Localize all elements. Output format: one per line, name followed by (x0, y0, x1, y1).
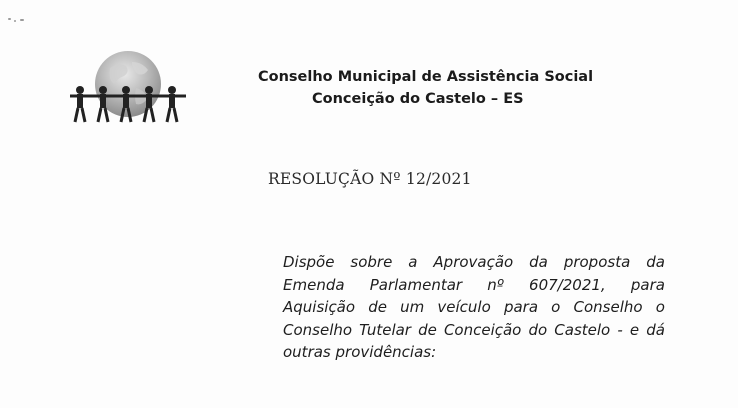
organization-location: Conceição do Castelo – ES (312, 91, 524, 107)
summary-word: de (368, 298, 387, 316)
summary-word: de (418, 320, 437, 339)
summary-word: sobre (350, 253, 393, 271)
summary-line (283, 296, 665, 319)
globe-with-people-icon (66, 46, 190, 130)
summary-word: para (503, 298, 539, 316)
summary-line (283, 319, 665, 342)
summary-word: o (655, 298, 665, 316)
summary-word: da (529, 253, 548, 271)
summary-word: da (646, 253, 665, 271)
summary-word: Tutelar (359, 320, 411, 339)
resolution-summary (283, 251, 665, 364)
summary-word: Conceição (443, 320, 522, 339)
summary-word: e (629, 320, 640, 339)
summary-line (283, 341, 665, 364)
summary-line (283, 274, 665, 297)
summary-word: proposta (563, 253, 631, 271)
summary-word: o (551, 298, 561, 316)
summary-word: dá (646, 320, 665, 339)
summary-word: Parlamentar (369, 275, 463, 294)
summary-word: outras providências: (283, 343, 437, 361)
person-figure (75, 86, 85, 122)
summary-word: - (617, 320, 623, 339)
summary-word: Dispõe (283, 253, 335, 271)
summary-word: Conselho (283, 320, 353, 339)
summary-word: nº (487, 275, 504, 294)
summary-word: Aquisição (283, 298, 356, 316)
summary-word: veículo (437, 298, 491, 316)
summary-word: do (528, 320, 548, 339)
scan-speck (8, 18, 11, 20)
scan-speck (20, 19, 24, 21)
summary-word: Aprovação (433, 253, 514, 271)
summary-word: Conselho (573, 298, 643, 316)
resolution-title: RESOLUÇÃO Nº 12/2021 (268, 170, 472, 188)
summary-word: Emenda (283, 275, 345, 294)
summary-word: a (408, 253, 418, 271)
summary-word: para (630, 275, 665, 294)
summary-line (283, 251, 665, 274)
summary-word: Castelo (554, 320, 611, 339)
scan-speck (14, 20, 16, 22)
person-figure (167, 86, 177, 122)
summary-word: 607/2021, (529, 275, 606, 294)
organization-name: Conselho Municipal de Assistência Social (258, 69, 594, 85)
summary-word: um (400, 298, 425, 316)
organization-header (258, 66, 698, 110)
